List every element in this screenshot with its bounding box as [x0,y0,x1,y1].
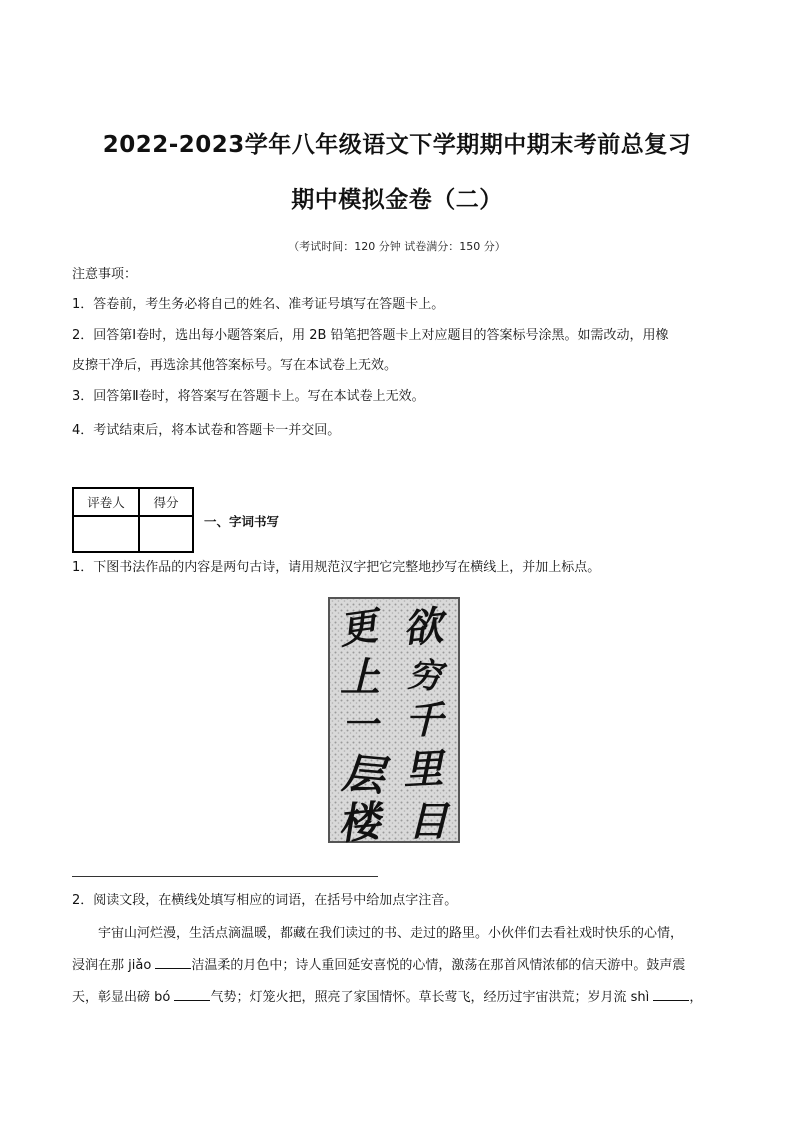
passage-line-2-start: 浸润在那 jiǎo [72,958,156,973]
svg-text:目: 目 [408,798,448,843]
document-subtitle: 期中模拟金卷（二） [291,187,503,213]
passage-line-3-end: ， [689,990,703,1005]
notice-item-1: 1．答卷前，考生务必将自己的姓名、准考证号填写在答题卡上。 [72,297,445,312]
passage-line-3-middle: 气势；灯笼火把，照亮了家国情怀。草长莺飞，经历过宇宙洪荒；岁月流 shì [210,990,654,1005]
fill-blank-bo[interactable] [174,987,210,1001]
svg-text:一: 一 [341,704,379,746]
svg-text:穷: 穷 [406,654,444,698]
svg-text:千: 千 [404,697,444,742]
document-title: 2022-2023学年八年级语文下学期期中期末考前总复习 [102,132,692,158]
exam-info: （考试时间：120 分钟 试卷满分：150 分） [288,240,506,253]
svg-text:上: 上 [340,654,380,701]
notice-item-4: 4．考试结束后，将本试卷和答题卡一并交回。 [72,423,341,438]
answer-line[interactable] [72,876,378,877]
score-table-header-score: 得分 [139,488,193,516]
score-table [72,487,194,553]
calligraphy-image [328,597,460,843]
fill-blank-jiao[interactable] [155,955,191,969]
passage-line-3 [72,982,732,1013]
passage-line-3-start: 天，彰显出磅 bó [72,990,175,1005]
passage-line-2 [72,950,732,981]
passage-line-2-end: 洁温柔的月色中；诗人重回延安喜悦的心情，激荡在那首风情浓郁的信天游中。鼓声震 [191,958,686,973]
question-1: 1．下图书法作品的内容是两句古诗，请用规范汉字把它完整地抄写在横线上，并加上标点。 [72,560,601,575]
score-table-grader-cell[interactable] [73,516,139,552]
fill-blank-shi[interactable] [653,987,689,1001]
section-heading: 一、字词书写 [204,514,280,529]
passage-line-1: 宇宙山河烂漫，生活点滴温暖，都藏在我们读过的书、走过的路里。小伙伴们去看社戏时快乐的心情， [98,926,684,941]
score-table-score-cell[interactable] [139,516,193,552]
notice-item-3: 3．回答第Ⅱ卷时，将答案写在答题卡上。写在本试卷上无效。 [72,389,425,404]
svg-text:更: 更 [336,602,381,653]
notice-item-2-continued: 皮擦干净后，再选涂其他答案标号。写在本试卷上无效。 [72,358,398,373]
notice-item-2: 2．回答第Ⅰ卷时，选出每小题答案后，用 2B 铅笔把答题卡上对应题目的答案标号涂黑。如需改动，用橡 [72,328,669,343]
svg-text:里: 里 [402,745,445,795]
svg-text:楼: 楼 [335,796,382,843]
score-table-header-grader: 评卷人 [73,488,139,516]
svg-text:欲: 欲 [400,602,445,654]
question-2: 2．阅读文段，在横线处填写相应的词语，在括号中给加点字注音。 [72,893,458,908]
svg-text:层: 层 [340,748,387,801]
notice-heading: 注意事项： [72,267,138,282]
